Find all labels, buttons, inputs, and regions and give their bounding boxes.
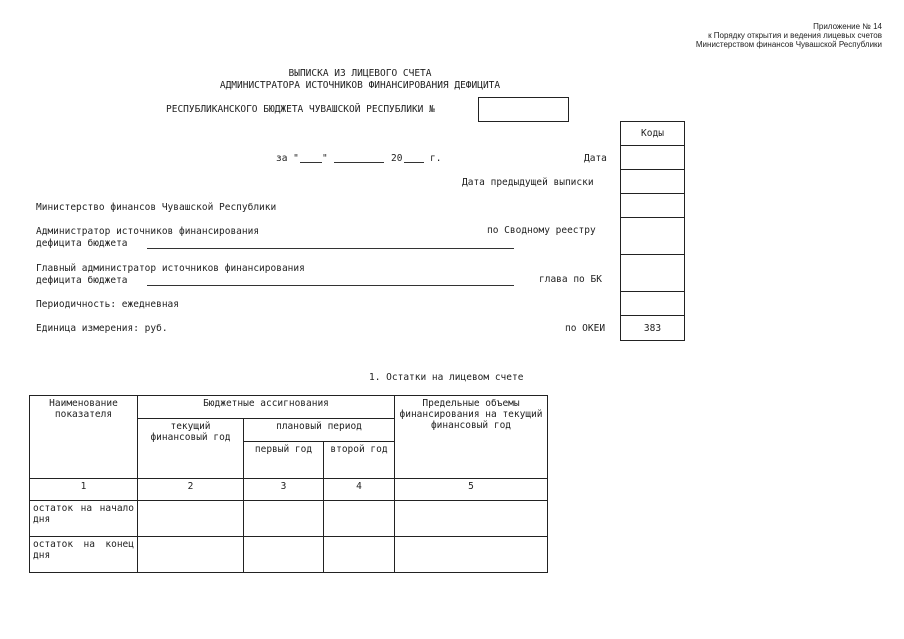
bk-label: глава по БК: [539, 274, 602, 285]
year-suffix: г.: [430, 153, 442, 164]
col-number: 1: [30, 479, 138, 501]
row-label: остаток на конец дня: [30, 537, 138, 573]
codes-table: [620, 121, 685, 341]
chief-label-2: дефицита бюджета: [36, 275, 128, 286]
date-prefix: за ": [276, 153, 299, 164]
date-quote: ": [322, 153, 328, 164]
chief-label-1: Главный администратор источников финансирования: [36, 263, 305, 274]
code-registry[interactable]: [621, 218, 685, 255]
periodicity: Периодичность: ежедневная: [36, 299, 179, 310]
header-current-year: текущий финансовый год: [138, 419, 244, 479]
chief-name-field[interactable]: [147, 285, 514, 286]
year-prefix: 20: [391, 153, 403, 164]
col-number: 4: [324, 479, 395, 501]
okei-label: по ОКЕИ: [565, 323, 606, 334]
account-number-field[interactable]: [478, 97, 569, 122]
code-periodicity[interactable]: [621, 292, 685, 316]
title-line-2: АДМИНИСТРАТОРА ИСТОЧНИКОВ ФИНАНСИРОВАНИЯ ДЕФИЦИТА: [219, 80, 501, 91]
code-prev-date[interactable]: [621, 170, 685, 194]
table-cell[interactable]: [244, 501, 324, 537]
date-label: Дата: [584, 153, 607, 164]
col-number: 5: [395, 479, 548, 501]
month-blank[interactable]: [334, 162, 384, 163]
code-date[interactable]: [621, 146, 685, 170]
header-name: Наименование показателя: [30, 396, 138, 479]
table-row: [30, 537, 548, 573]
annex-line-1: Приложение № 14: [813, 22, 882, 31]
table-cell[interactable]: [324, 501, 395, 537]
table-cell[interactable]: [395, 537, 548, 573]
table-cell[interactable]: [244, 537, 324, 573]
annex-line-2: к Порядку открытия и ведения лицевых счетов: [708, 31, 882, 40]
admin-label-1: Администратор источников финансирования: [36, 226, 260, 237]
balances-table: [29, 395, 548, 573]
code-okei: 383: [621, 316, 685, 341]
table-cell[interactable]: [395, 501, 548, 537]
annex-line-3: Министерством финансов Чувашской Республики: [695, 40, 882, 49]
registry-label: по Сводному реестру: [487, 225, 596, 236]
ministry-name: Министерство финансов Чувашской Республики: [36, 202, 277, 213]
code-ministry[interactable]: [621, 194, 685, 218]
row-label: остаток на начало дня: [30, 501, 138, 537]
unit-of-measure: Единица измерения: руб.: [36, 323, 168, 334]
title-line-3: РЕСПУБЛИКАНСКОГО БЮДЖЕТА ЧУВАШСКОЙ РЕСПУБЛИКИ №: [166, 104, 435, 115]
admin-label-2: дефицита бюджета: [36, 238, 128, 249]
header-planned-period: плановый период: [244, 419, 395, 442]
day-blank[interactable]: [300, 162, 322, 163]
admin-name-field[interactable]: [147, 248, 514, 249]
col-number: 3: [244, 479, 324, 501]
annex-header: [696, 22, 882, 49]
header-first-year: первый год: [244, 442, 324, 479]
col-number: 2: [138, 479, 244, 501]
table-cell[interactable]: [138, 537, 244, 573]
title-line-1: ВЫПИСКА ИЗ ЛИЦЕВОГО СЧЕТА: [288, 68, 432, 79]
table-cell[interactable]: [324, 537, 395, 573]
code-bk[interactable]: [621, 255, 685, 292]
section1-title: 1. Остатки на лицевом счете: [369, 372, 524, 383]
header-budget: Бюджетные ассигнования: [138, 396, 395, 419]
year-blank[interactable]: [404, 162, 424, 163]
table-cell[interactable]: [138, 501, 244, 537]
table-row: [30, 501, 548, 537]
header-limits: Предельные объемы финансирования на текущий финансовый год: [395, 396, 548, 479]
header-second-year: второй год: [324, 442, 395, 479]
codes-header: Коды: [621, 122, 685, 146]
prev-date-label: Дата предыдущей выписки: [462, 177, 594, 188]
